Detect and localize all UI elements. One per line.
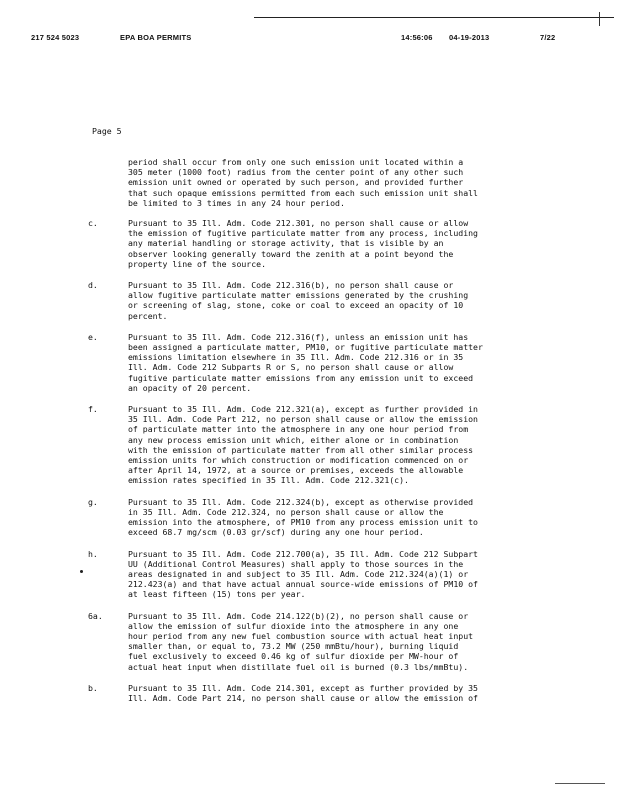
paragraph-line: emissions limitation elsewhere in 35 Ill. Adm. Code 212.316 or in 35: [128, 352, 464, 363]
paragraph-line: observer looking generally toward the zenith at a point beyond the: [128, 248, 454, 259]
paragraph-label: f.: [88, 404, 98, 415]
paragraph-line: the emission of fugitive particulate matter from any process, including: [128, 228, 478, 239]
paragraph-label: c.: [88, 218, 98, 229]
paragraph-line: UU (Additional Control Measures) shall apply to those sources in the: [128, 558, 464, 569]
paragraph-line: emission into the atmosphere, of PM10 from any process emission unit to: [128, 517, 478, 528]
corner-tick: [599, 12, 600, 26]
paragraph: [88, 218, 518, 269]
paragraph: [88, 611, 518, 672]
paragraph-line: any new process emission unit which, either alone or in combination: [128, 434, 459, 445]
paragraph: [88, 549, 518, 600]
paragraph: [88, 497, 518, 538]
paragraph-line: that such opaque emissions permitted from each such emission unit shall: [128, 187, 478, 198]
paragraph: [88, 280, 518, 321]
paragraph: [88, 157, 518, 208]
paragraph-line: of particulate matter into the atmosphere in any one hour period from: [128, 424, 469, 435]
paragraph-line: period shall occur from only one such emission unit located within a: [128, 157, 464, 167]
paragraph-line: allow the emission of sulfur dioxide into the atmosphere in any one: [128, 620, 459, 631]
paragraph: [88, 404, 518, 486]
paragraph-line: at least fifteen (15) tons per year.: [128, 589, 306, 600]
paragraph-line: an opacity of 20 percent.: [128, 382, 252, 393]
scan-edge-mark: [555, 783, 605, 784]
paragraph-line: exceed 68.7 mg/scm (0.03 gr/scf) during any one hour period.: [128, 527, 424, 538]
paragraph: [88, 332, 518, 393]
paragraph-line: any material handling or storage activity, that is visible by an: [128, 238, 444, 249]
fax-date: 04-19-2013: [449, 33, 490, 42]
paragraph-line: emission unit owned or operated by such person, and provided further: [128, 177, 464, 188]
paragraph-line: smaller than, or equal to, 73.2 MW (250 mmBtu/hour), burning liquid: [128, 641, 459, 652]
paragraph-line: Pursuant to 35 Ill. Adm. Code 212.324(b), except as otherwise provided: [128, 496, 474, 507]
paragraph-line: Pursuant to 35 Ill. Adm. Code 212.316(b), no person shall cause or: [128, 280, 454, 291]
paragraph-line: areas designated in and subject to 35 Ill. Adm. Code 212.324(a)(1) or: [128, 568, 469, 579]
page-label: Page 5: [92, 126, 122, 136]
fax-sender: EPA BOA PERMITS: [120, 33, 192, 42]
paragraph-label: d.: [88, 280, 98, 291]
top-rule: [254, 17, 614, 18]
paragraph-line: percent.: [128, 310, 168, 321]
paragraph-line: after April 14, 1972, at a source or premises, exceeds the allowable: [128, 465, 464, 476]
paragraph-line: Pursuant to 35 Ill. Adm. Code 212.321(a), except as further provided in: [128, 404, 478, 415]
paragraph-line: hour period from any new fuel combustion source with actual heat input: [128, 630, 474, 641]
paragraph-line: with the emission of particulate matter from all other similar process: [128, 444, 474, 455]
paragraph-line: or screening of slag, stone, coke or coal to exceed an opacity of 10: [128, 300, 464, 311]
fax-time: 14:56:06: [401, 33, 433, 42]
paragraph: [88, 683, 518, 703]
paragraph-line: Pursuant to 35 Ill. Adm. Code 212.301, no person shall cause or allow: [128, 218, 469, 229]
paragraph-label: 6a.: [88, 610, 103, 621]
scan-dot: [80, 570, 83, 573]
paragraph-line: been assigned a particulate matter, PM10, or fugitive particulate matter: [128, 342, 483, 353]
paragraph-line: emission rates specified in 35 Ill. Adm. Code 212.321(c).: [128, 475, 409, 486]
paragraph-label: e.: [88, 331, 98, 342]
paragraph-line: Pursuant to 35 Ill. Adm. Code 212.316(f), unless an emission unit has: [128, 331, 469, 342]
fax-page-count: 7/22: [540, 33, 556, 42]
paragraph-line: property line of the source.: [128, 258, 267, 269]
paragraph-label: h.: [88, 548, 98, 559]
paragraph-line: fuel exclusively to exceed 0.46 kg of sulfur dioxide per MW-hour of: [128, 651, 459, 662]
paragraph-line: Pursuant to 35 Ill. Adm. Code 212.700(a), 35 Ill. Adm. Code 212 Subpart: [128, 548, 478, 559]
paragraph-line: Pursuant to 35 Ill. Adm. Code 214.122(b)(2), no person shall cause or: [128, 610, 469, 621]
paragraph-line: 35 Ill. Adm. Code Part 212, no person shall cause or allow the emission: [128, 414, 478, 425]
paragraph-line: Ill. Adm. Code 212 Subparts R or S, no person shall cause or allow: [128, 362, 454, 373]
fax-phone: 217 524 5023: [31, 33, 80, 42]
paragraph-line: in 35 Ill. Adm. Code 212.324, no person shall cause or allow the: [128, 506, 444, 517]
paragraph-line: 305 meter (1000 foot) radius from the center point of any other such: [128, 167, 464, 178]
paragraph-line: allow fugitive particulate matter emissions generated by the crushing: [128, 290, 469, 301]
paragraph-line: emission units for which construction or modification commenced on or: [128, 455, 469, 466]
document-body: [88, 157, 518, 714]
paragraph-line: be limited to 3 times in any 24 hour period.: [128, 197, 345, 208]
paragraph-line: actual heat input when distillate fuel oil is burned (0.3 lbs/mmBtu).: [128, 661, 469, 672]
fax-header: [0, 33, 617, 45]
paragraph-line: fugitive particulate matter emissions from any emission unit to exceed: [128, 372, 474, 383]
paragraph-line: Pursuant to 35 Ill. Adm. Code 214.301, except as further provided by 35: [128, 682, 478, 693]
paragraph-line: 212.423(a) and that have actual annual source-wide emissions of PM10 of: [128, 579, 478, 590]
paragraph-label: b.: [88, 682, 98, 693]
paragraph-line: Ill. Adm. Code Part 214, no person shall cause or allow the emission of: [128, 692, 478, 703]
paragraph-label: g.: [88, 496, 98, 507]
